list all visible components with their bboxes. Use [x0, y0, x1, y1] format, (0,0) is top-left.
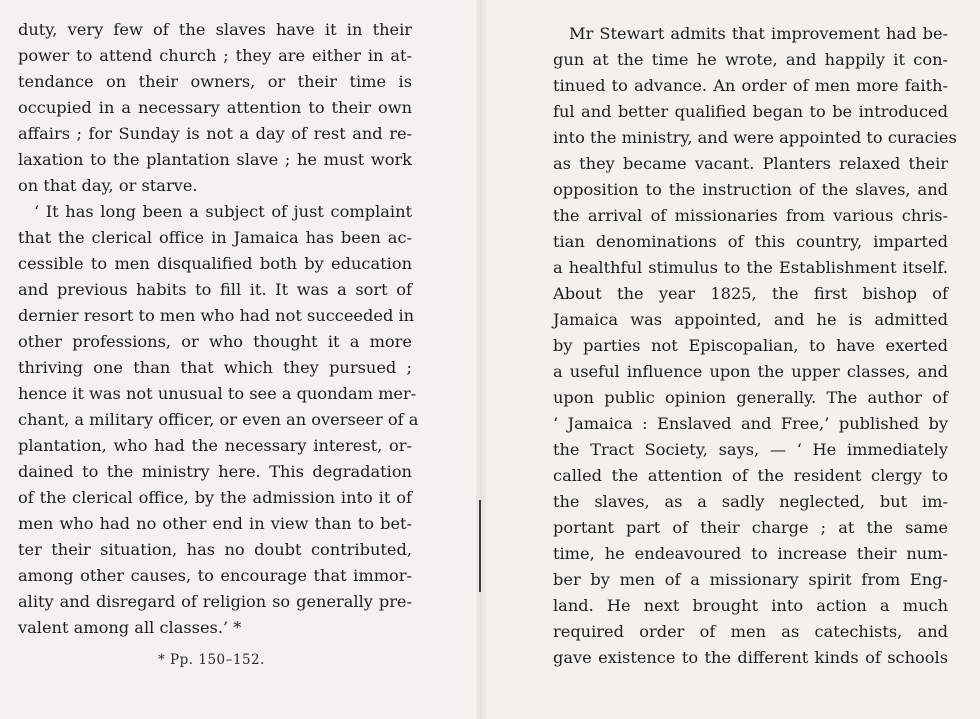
text-line: men who had no other end in view than to bet- — [18, 514, 412, 533]
text-line: into the ministry, and were appointed to curacies — [553, 128, 957, 147]
text-line: tendance on their owners, or their time is — [18, 72, 412, 91]
text-line: the arrival of missionaries from various chris- — [553, 206, 948, 225]
text-line: occupied in a necessary attention to their own — [18, 98, 412, 117]
text-line: Jamaica was appointed, and he is admitted — [553, 310, 948, 329]
text-line: a healthful stimulus to the Establishment itself. — [553, 258, 948, 277]
text-line: of the clerical office, by the admission into it of — [18, 488, 412, 507]
text-line: laxation to the plantation slave ; he must work — [18, 150, 412, 169]
text-line: Mr Stewart admits that improvement had be- — [569, 24, 948, 43]
text-line: on that day, or starve. — [18, 176, 198, 195]
text-line: a useful influence upon the upper classes, and — [553, 362, 948, 381]
text-line: duty, very few of the slaves have it in their — [18, 20, 412, 39]
text-line: among other causes, to encourage that immor- — [18, 566, 412, 585]
text-line: other professions, or who thought it a more — [18, 332, 412, 351]
text-line: portant part of their charge ; at the same — [553, 518, 948, 537]
text-line: thriving one than that which they pursued ; — [18, 358, 412, 377]
text-line: ‘ Jamaica : Enslaved and Free,’ published by — [553, 414, 948, 433]
text-line: cessible to men disqualified both by education — [18, 254, 412, 273]
gutter-shadow-mark — [479, 500, 481, 592]
text-line: affairs ; for Sunday is not a day of rest and re- — [18, 124, 412, 143]
text-line: plantation, who had the necessary interest, or- — [18, 436, 412, 455]
text-line: ter their situation, has no doubt contributed, — [18, 540, 412, 559]
text-line: hence it was not unusual to see a quondam mer- — [18, 384, 417, 403]
right-page-text — [553, 21, 957, 671]
text-line: gun at the time he wrote, and happily it con- — [553, 50, 948, 69]
text-line: time, he endeavoured to increase their num- — [553, 544, 948, 563]
text-line: gave existence to the different kinds of schools — [553, 648, 948, 667]
text-line: ful and better qualified began to be introduced — [553, 102, 948, 121]
text-line: power to attend church ; they are either in at- — [18, 46, 412, 65]
text-line: valent among all classes.’ * — [18, 618, 242, 637]
text-line: the slaves, as a sadly neglected, but im- — [553, 492, 948, 511]
text-line: ality and disregard of religion so generally pre- — [18, 592, 412, 611]
text-line: ‘ It has long been a subject of just complaint — [34, 202, 412, 221]
text-line: required order of men as catechists, and — [553, 622, 948, 641]
text-line: and previous habits to fill it. It was a sort of — [18, 280, 412, 299]
text-line: called the attention of the resident clergy to — [553, 466, 948, 485]
text-line: that the clerical office in Jamaica has been ac- — [18, 228, 412, 247]
text-line: land. He next brought into action a much — [553, 596, 948, 615]
text-line: ber by men of a missionary spirit from Eng- — [553, 570, 948, 589]
text-line: dernier resort to men who had not succeeded in — [18, 306, 415, 325]
running-header-fragment — [650, 0, 850, 4]
text-line: as they became vacant. Planters relaxed their — [553, 154, 948, 173]
text-line: by parties not Episcopalian, to have exerted — [553, 336, 948, 355]
text-line: upon public opinion generally. The author of — [553, 388, 948, 407]
text-line: tinued to advance. An order of men more faith- — [553, 76, 948, 95]
text-line: the Tract Society, says, — ‘ He immediately — [553, 440, 948, 459]
text-line: chant, a military officer, or even an overseer of a — [18, 410, 419, 429]
book-gutter — [476, 0, 486, 719]
left-page-text — [18, 17, 419, 641]
text-line: tian denominations of this country, imparted — [553, 232, 948, 251]
text-line: About the year 1825, the first bishop of — [553, 284, 948, 303]
text-line: opposition to the instruction of the slaves, and — [553, 180, 948, 199]
text-line: dained to the ministry here. This degradation — [18, 462, 412, 481]
footnote: * Pp. 150–152. — [158, 652, 265, 668]
